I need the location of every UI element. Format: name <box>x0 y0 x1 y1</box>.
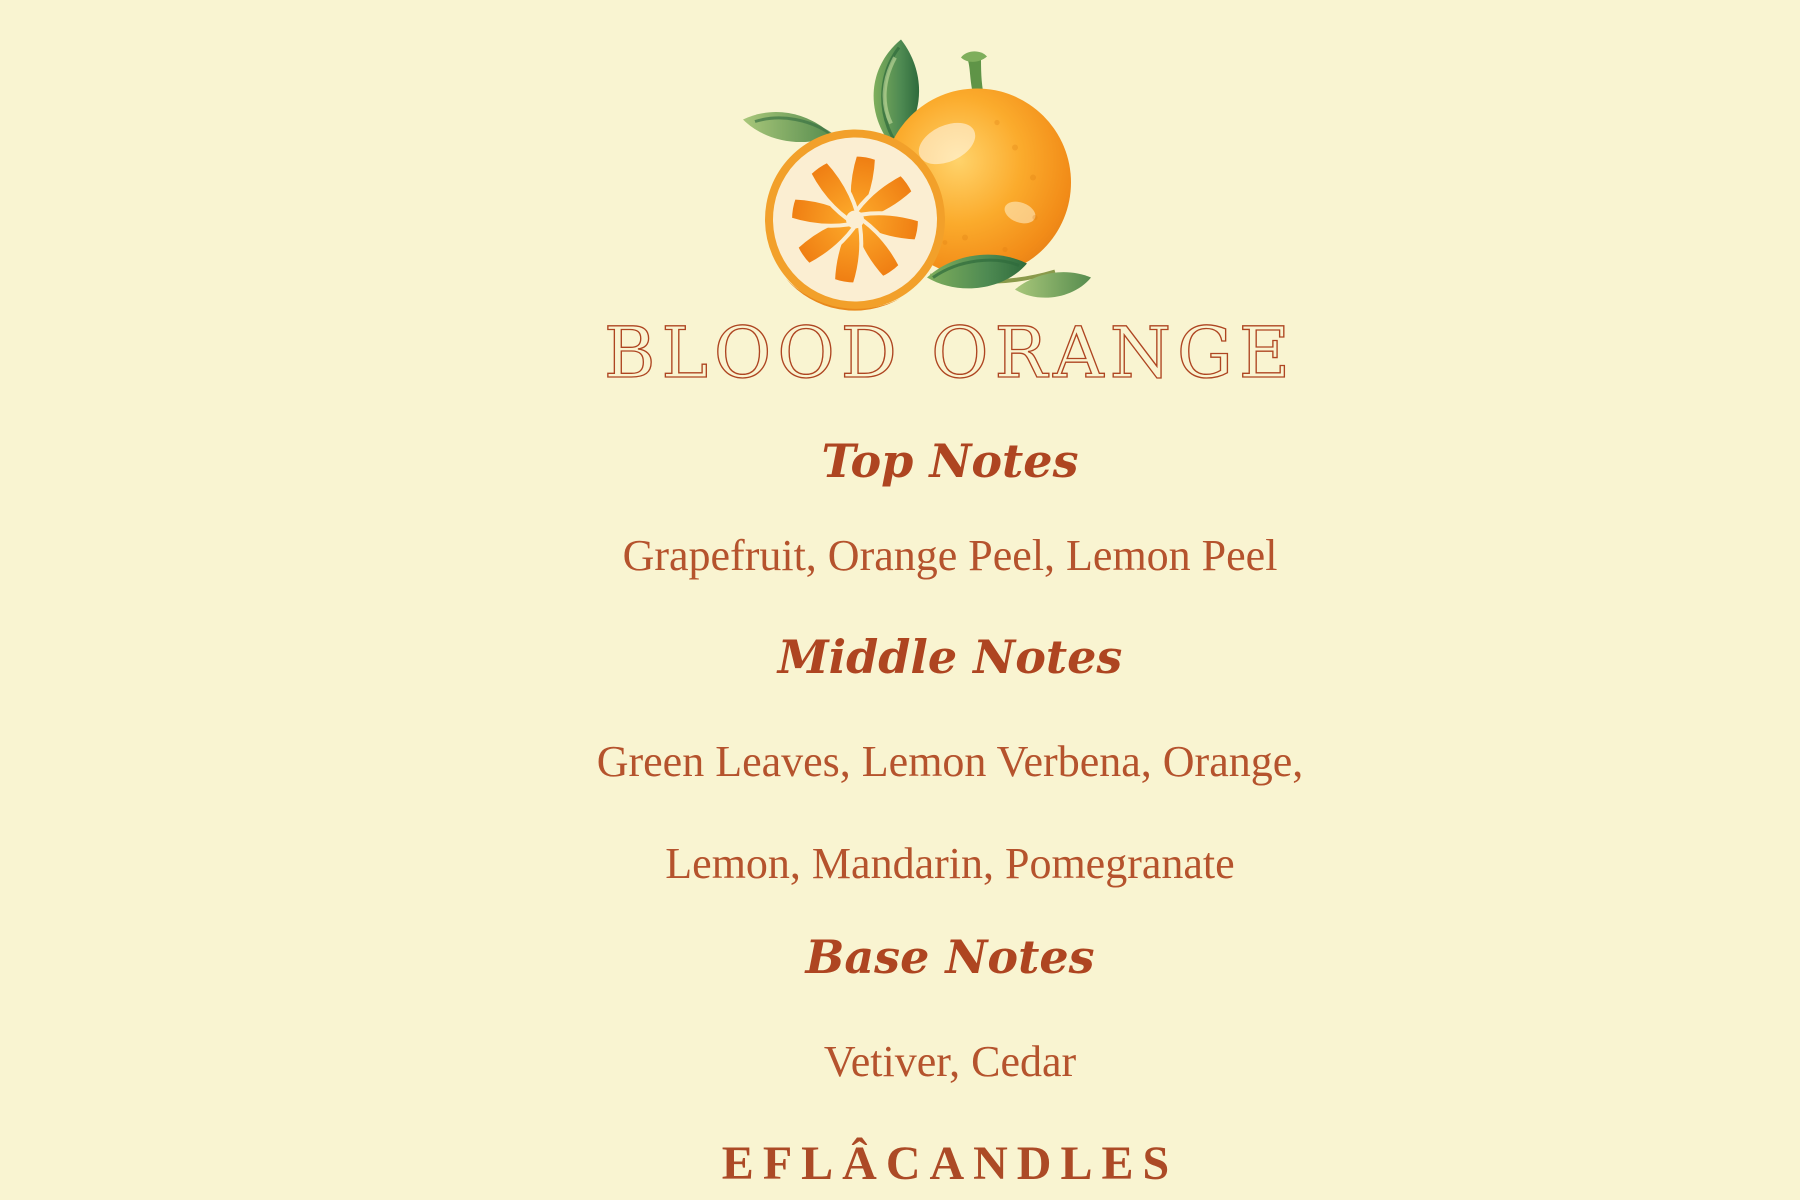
middle-notes-heading: Middle Notes <box>777 630 1123 684</box>
leaf-icon <box>1015 272 1091 298</box>
page-title: BLOOD ORANGE <box>604 312 1296 394</box>
brand-name: EFLÂCANDLES <box>721 1137 1179 1190</box>
top-notes-heading: Top Notes <box>821 434 1079 488</box>
scent-card <box>350 0 1550 1200</box>
base-notes-list: Vetiver, Cedar <box>823 1037 1077 1086</box>
orange-illustration <box>715 25 1095 330</box>
base-notes-heading: Base Notes <box>805 930 1095 984</box>
middle-notes-list-line-2: Lemon, Mandarin, Pomegranate <box>665 839 1235 888</box>
middle-notes-list-line-1: Green Leaves, Lemon Verbena, Orange, <box>596 737 1304 786</box>
blood-orange-watercolor-icon <box>715 25 1095 330</box>
top-notes-list: Grapefruit, Orange Peel, Lemon Peel <box>622 531 1278 580</box>
